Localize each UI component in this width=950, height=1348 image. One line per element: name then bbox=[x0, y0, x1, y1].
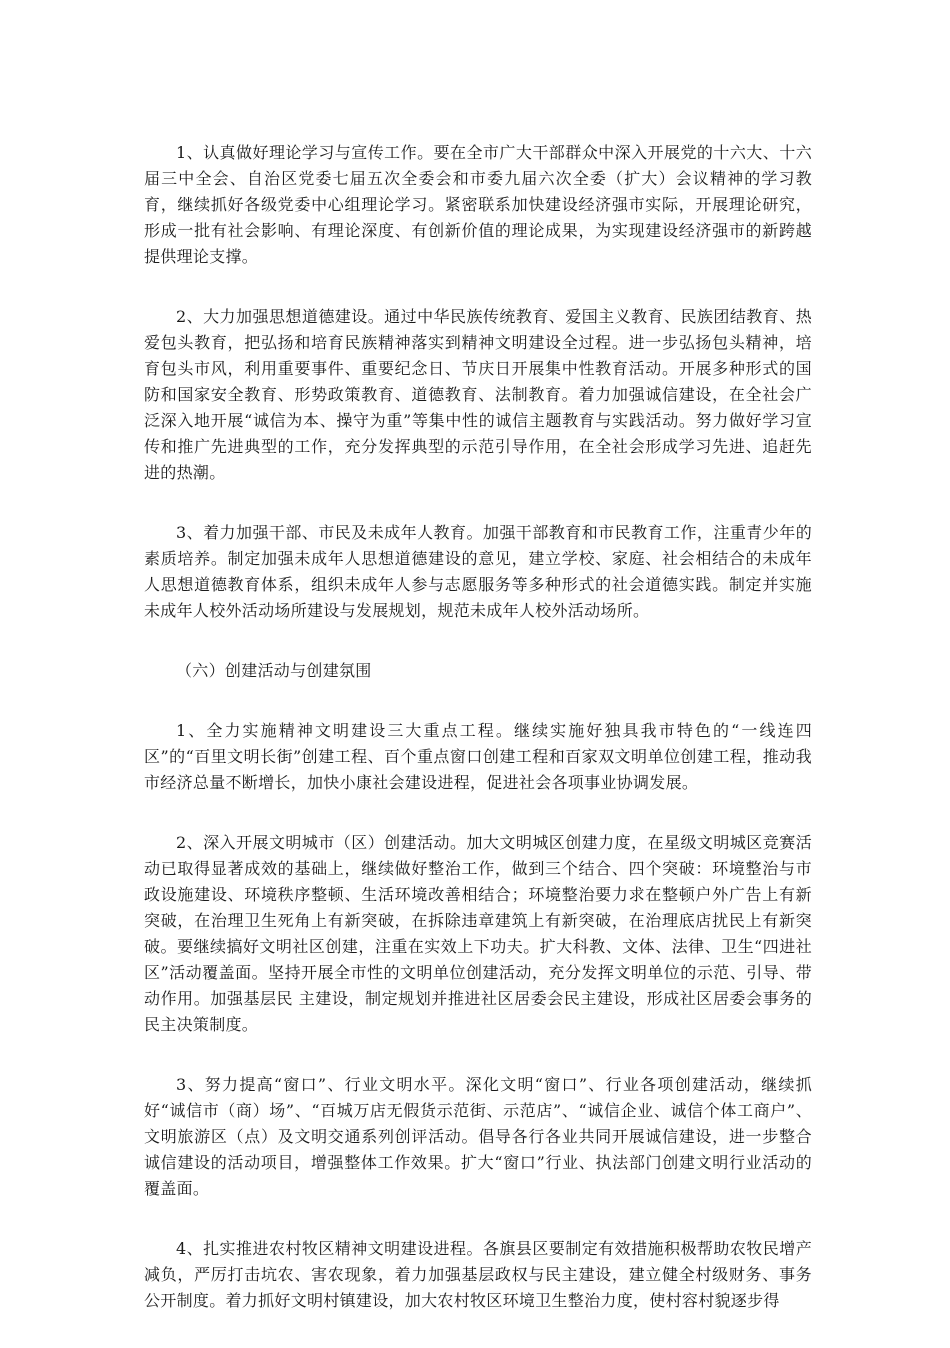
paragraph-key-projects: 1、全力实施精神文明建设三大重点工程。继续实施好独具我市特色的“一线连四区”的“百里文明长街”创建工程、百个重点窗口创建工程和百家双文明单位创建工程，推动我市经济总量不断增长，加快小康社会建设进程，促进社会各项事业协调发展。 bbox=[144, 721, 812, 792]
document-body bbox=[144, 140, 812, 1348]
paragraph-rural-pastoral: 4、扎实推进农村牧区精神文明建设进程。各旗县区要制定有效措施积极帮助农牧民增产减负，严厉打击坑农、害农现象，着力加强基层政权与民主建设，建立健全村级财务、事务公开制度。着力抓好文明村镇建设，加大农村牧区环境卫生整治力度，使村容村貌逐步得 bbox=[144, 1239, 812, 1310]
paragraph-moral-construction: 2、大力加强思想道德建设。通过中华民族传统教育、爱国主义教育、民族团结教育、热爱包头教育，把弘扬和培育民族精神落实到精神文明建设全过程。进一步弘扬包头精神，培育包头市风，利用重要事件、重要纪念日、节庆日开展集中性教育活动。开展多种形式的国防和国家安全教育、形势政策教育、道德教育、法制教育。着力加强诚信建设，在全社会广泛深入地开展“诚信为本、操守为重”等集中性的诚信主题教育与实践活动。努力做好学习宣传和推广先进典型的工作，充分发挥典型的示范引导作用，在全社会形成学习先进、追赶先进的热潮。 bbox=[144, 307, 812, 482]
paragraph-window-industry: 3、努力提高“窗口”、行业文明水平。深化文明“窗口”、行业各项创建活动，继续抓好“诚信市（商）场”、“百城万店无假货示范街、示范店”、“诚信企业、诚信个体工商户”、文明旅游区（点）及文明交通系列创评活动。倡导各行各业共同开展诚信建设，进一步整合诚信建设的活动项目，增强整体工作效果。扩大“窗口”行业、执法部门创建文明行业活动的覆盖面。 bbox=[144, 1075, 812, 1198]
paragraph-civilized-city: 2、深入开展文明城市（区）创建活动。加大文明城区创建力度，在星级文明城区竞赛活动已取得显著成效的基础上，继续做好整治工作，做到三个结合、四个突破：环境整治与市政设施建设、环境秩序整顿、生活环境改善相结合；环境整治要力求在整顿户外广告上有新突破，在治理卫生死角上有新突破，在拆除违章建筑上有新突破，在治理底店扰民上有新突破。要继续搞好文明社区创建，注重在实效上下功夫。扩大科教、文体、法律、卫生“四进社区”活动覆盖面。坚持开展全市性的文明单位创建活动，充分发挥文明单位的示范、引导、带动作用。加强基层民 主建设，制定规划并推进社区居委会民主建设，形成社区居委会事务的民主决策制度。 bbox=[144, 833, 812, 1034]
paragraph-cadre-education: 3、着力加强干部、市民及未成年人教育。加强干部教育和市民教育工作，注重青少年的素质培养。制定加强未成年人思想道德建设的意见，建立学校、家庭、社会相结合的未成年人思想道德教育体系，组织未成年人参与志愿服务等多种形式的社会道德实践。制定并实施未成年人校外活动场所建设与发展规划，规范未成年人校外活动场所。 bbox=[144, 523, 812, 620]
paragraph-theory-study: 1、认真做好理论学习与宣传工作。要在全市广大干部群众中深入开展党的十六大、十六届三中全会、自治区党委七届五次全委会和市委九届六次全委（扩大）会议精神的学习教育，继续抓好各级党委中心组理论学习。紧密联系加快建设经济强市实际，开展理论研究，形成一批有社会影响、有理论深度、有创新价值的理论成果，为实现建设经济强市的新跨越提供理论支撑。 bbox=[144, 143, 812, 266]
section-heading: （六）创建活动与创建氛围 bbox=[176, 661, 372, 680]
